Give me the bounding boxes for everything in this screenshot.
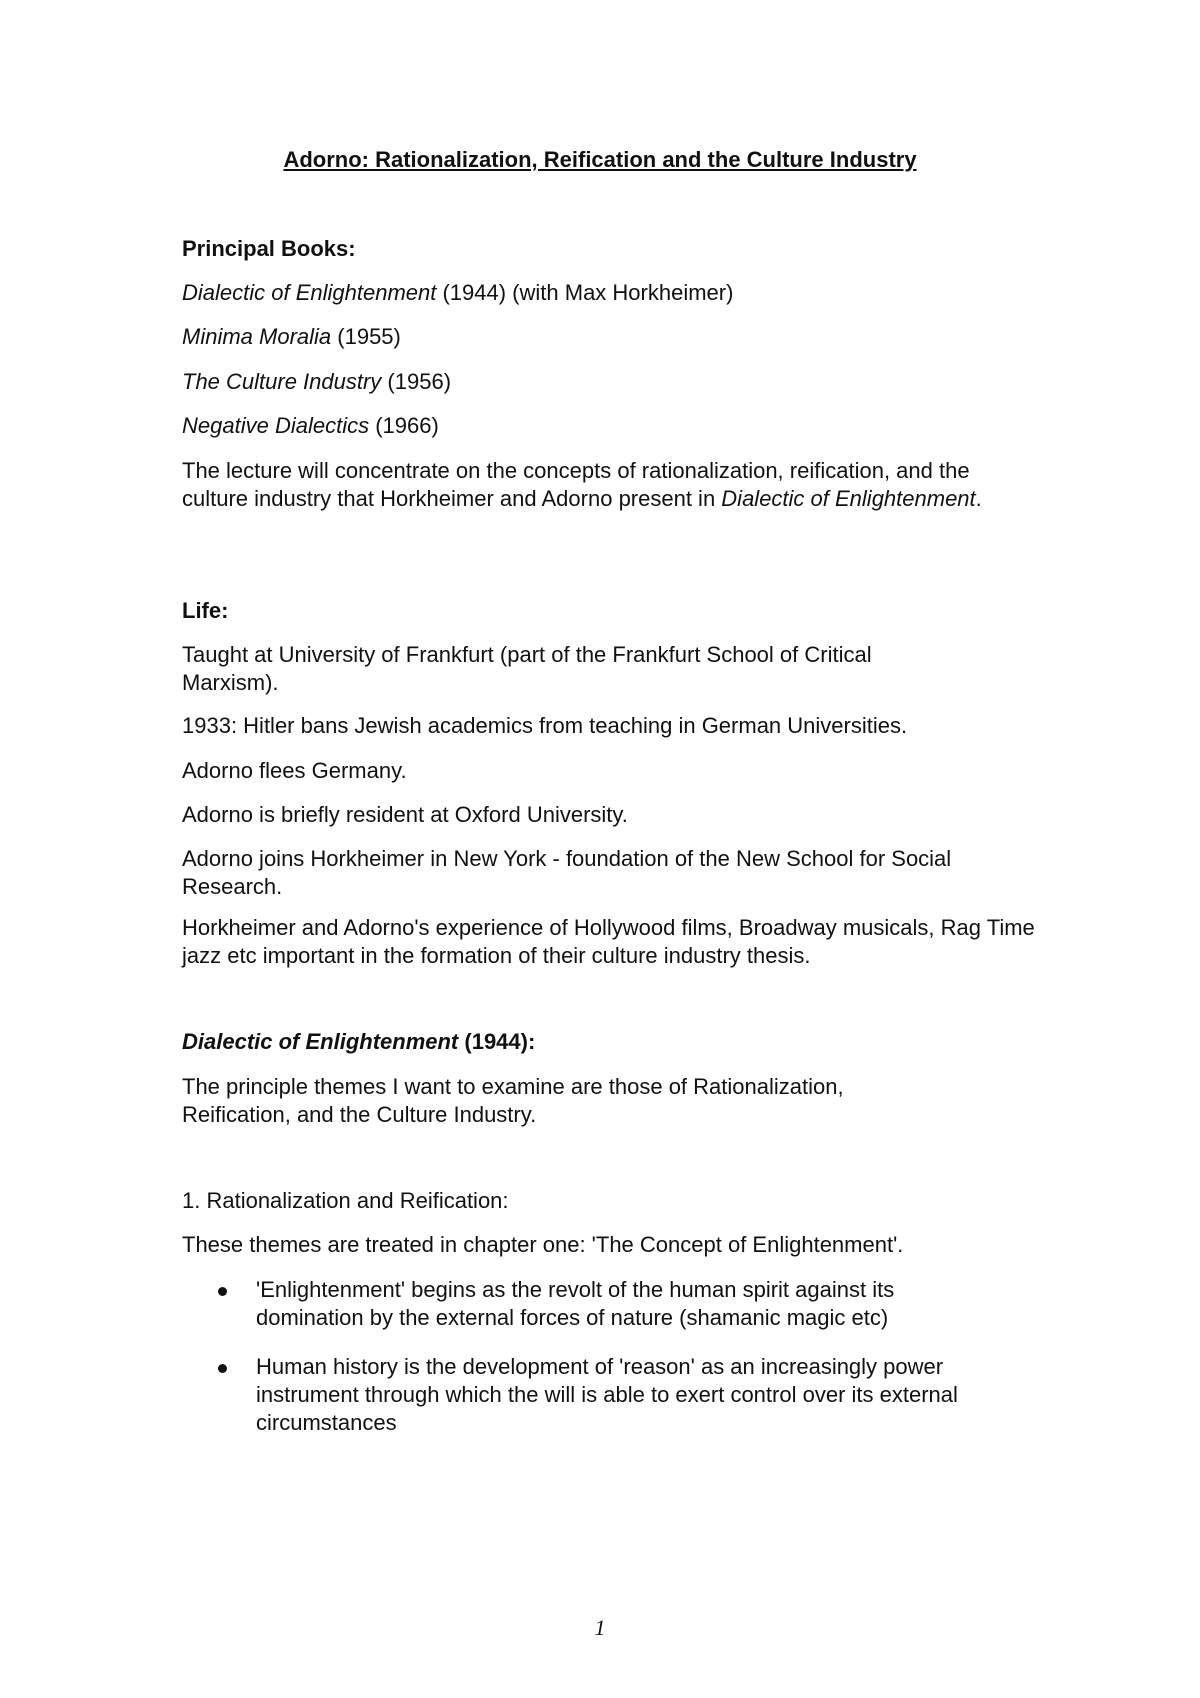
book-item	[182, 279, 1032, 307]
book-detail: (1966)	[369, 413, 439, 438]
book-detail: (1955)	[331, 324, 401, 349]
section1-heading: 1. Rationalization and Reification:	[182, 1188, 509, 1213]
dialectic-heading-rest: (1944):	[458, 1029, 536, 1054]
book-title: Negative Dialectics	[182, 413, 370, 438]
page-number: 1	[594, 1615, 606, 1640]
bullet-text: Human history is the development of 'reason' as an increasingly power instrument through which the will is able to exert control over its external circumstances	[256, 1354, 958, 1435]
book-title: The Culture Industry	[182, 369, 382, 394]
principal-books-heading: Principal Books:	[182, 236, 356, 261]
life-paragraph: Adorno flees Germany.	[182, 758, 407, 783]
life-heading: Life:	[182, 598, 229, 623]
book-title: Dialectic of Enlightenment	[182, 280, 437, 305]
bullet-icon	[218, 1364, 227, 1373]
life-paragraph: Adorno is briefly resident at Oxford University.	[182, 802, 628, 827]
life-paragraph: 1933: Hitler bans Jewish academics from teaching in German Universities.	[182, 713, 908, 738]
bullet-text: 'Enlightenment' begins as the revolt of the human spirit against its domination by the external forces of nature (shamanic magic etc)	[256, 1277, 895, 1330]
life-paragraph: Adorno joins Horkheimer in New York - foundation of the New School for Social Research.	[182, 846, 952, 899]
lecture-book-title: Dialectic of Enlightenment	[721, 486, 976, 511]
bullet-icon	[218, 1287, 227, 1296]
book-item	[182, 323, 1032, 351]
lecture-intro-paragraph	[182, 457, 1027, 513]
book-detail: (1944) (with Max Horkheimer)	[436, 280, 734, 305]
dialectic-intro-paragraph: The principle themes I want to examine are those of Rationalization, Reification, and the Culture Industry.	[182, 1074, 844, 1127]
life-paragraph: Taught at University of Frankfurt (part of the Frankfurt School of Critical Marxism).	[182, 642, 872, 695]
section1-intro-paragraph: These themes are treated in chapter one: 'The Concept of Enlightenment'.	[182, 1232, 904, 1257]
dialectic-heading-title: Dialectic of Enlightenment	[182, 1029, 459, 1054]
book-item	[182, 368, 1032, 396]
lecture-intro-text: The lecture will concentrate on the concepts of rationalization, reification, and the culture industry that Horkheimer and Adorno present in	[182, 458, 970, 511]
dialectic-heading	[182, 1028, 1032, 1056]
book-title: Minima Moralia	[182, 324, 332, 349]
book-item	[182, 412, 1032, 440]
life-paragraph: Horkheimer and Adorno's experience of Hollywood films, Broadway musicals, Rag Time jazz etc important in the formation of their culture industry thesis.	[182, 915, 1035, 968]
document-title: Adorno: Rationalization, Reification and the Culture Industry	[283, 147, 917, 172]
book-detail: (1956)	[381, 369, 452, 394]
lecture-end-text: .	[975, 486, 982, 511]
